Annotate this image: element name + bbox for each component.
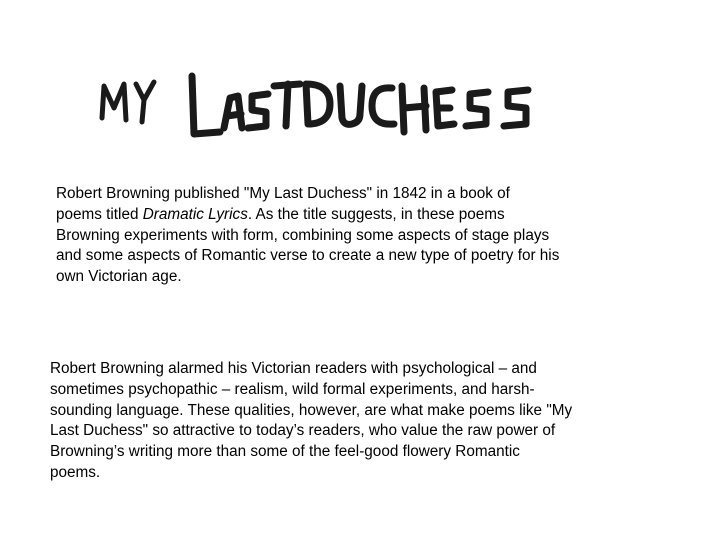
- para1-line3: Browning experiments with form, combining some aspects of stage plays: [56, 226, 550, 244]
- para2-line3: sounding language. These qualities, however, are what make poems like "My: [50, 401, 573, 419]
- para1-line2-after: . As the title suggests, in these poems: [247, 205, 505, 223]
- para2-line6: poems.: [50, 463, 101, 481]
- title-logo: [96, 66, 556, 146]
- intro-paragraph: [56, 184, 559, 288]
- book-title-italic: Dramatic Lyrics: [142, 205, 248, 223]
- para1-line4: and some aspects of Romantic verse to create a new type of poetry for his: [56, 247, 560, 265]
- para2-line4: Last Duchess" so attractive to today’s readers, who value the raw power of: [50, 422, 556, 440]
- para2-line1: Robert Browning alarmed his Victorian readers with psychological – and: [50, 360, 537, 377]
- para1-line5: own Victorian age.: [56, 268, 182, 286]
- para1-line1: Robert Browning published "My Last Duchess" in 1842 in a book of: [56, 185, 510, 202]
- para2-line2: sometimes psychopathic – realism, wild formal experiments, and harsh-: [50, 380, 535, 398]
- para1-line2-before: poems titled: [56, 205, 143, 223]
- para1-line2: [56, 205, 559, 226]
- title-handwritten-lettering: [96, 66, 556, 146]
- analysis-paragraph: [50, 359, 572, 484]
- para2-line5: Browning’s writing more than some of the feel-good flowery Romantic: [50, 443, 520, 461]
